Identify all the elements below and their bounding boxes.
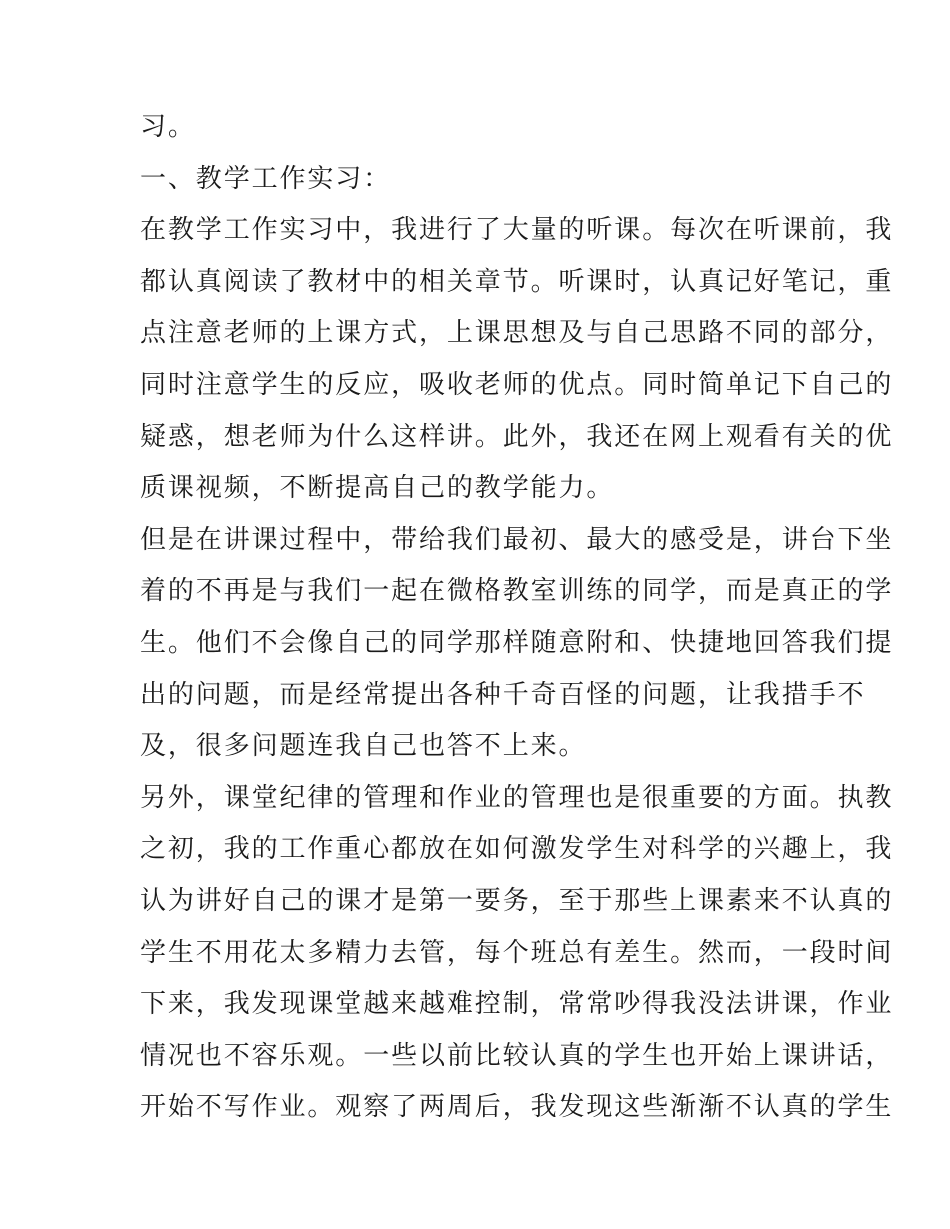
document-page	[140, 102, 894, 1134]
text-line: 但是在讲课过程中，带给我们最初、最大的感受是，讲台下坐	[140, 524, 894, 555]
text-line: 及，很多问题连我自己也答不上来。	[140, 731, 587, 762]
text-line: 着的不再是与我们一起在微格教室训练的同学，而是真正的学	[140, 576, 894, 607]
section-heading: 一、教学工作实习：	[140, 163, 392, 194]
text-line: 质课视频，不断提高自己的教学能力。	[140, 473, 615, 504]
text-line: 学生不用花太多精力去管，每个班总有差生。然而，一段时间	[140, 937, 894, 968]
text-line: 另外，课堂纪律的管理和作业的管理也是很重要的方面。执教	[140, 782, 894, 813]
text-line: 之初，我的工作重心都放在如何激发学生对科学的兴趣上，我	[140, 834, 894, 865]
text-line: 认为讲好自己的课才是第一要务，至于那些上课素来不认真的	[140, 885, 894, 916]
text-line: 点注意老师的上课方式，上课思想及与自己思路不同的部分，	[140, 318, 894, 349]
text-line: 在教学工作实习中，我进行了大量的听课。每次在听课前，我	[140, 215, 894, 246]
text-line: 同时注意学生的反应，吸收老师的优点。同时简单记下自己的	[140, 369, 894, 400]
text-line: 出的问题，而是经常提出各种千奇百怪的问题，让我措手不	[140, 679, 866, 710]
text-line: 疑惑，想老师为什么这样讲。此外，我还在网上观看有关的优	[140, 421, 894, 452]
text-line: 都认真阅读了教材中的相关章节。听课时，认真记好笔记，重	[140, 266, 894, 297]
text-line: 开始不写作业。观察了两周后，我发现这些渐渐不认真的学生	[140, 1092, 894, 1123]
text-line: 习。	[140, 112, 196, 142]
text-line: 下来，我发现课堂越来越难控制，常常吵得我没法讲课，作业	[140, 989, 894, 1020]
text-line: 生。他们不会像自己的同学那样随意附和、快捷地回答我们提	[140, 627, 894, 658]
text-line: 情况也不容乐观。一些以前比较认真的学生也开始上课讲话，	[140, 1040, 894, 1071]
